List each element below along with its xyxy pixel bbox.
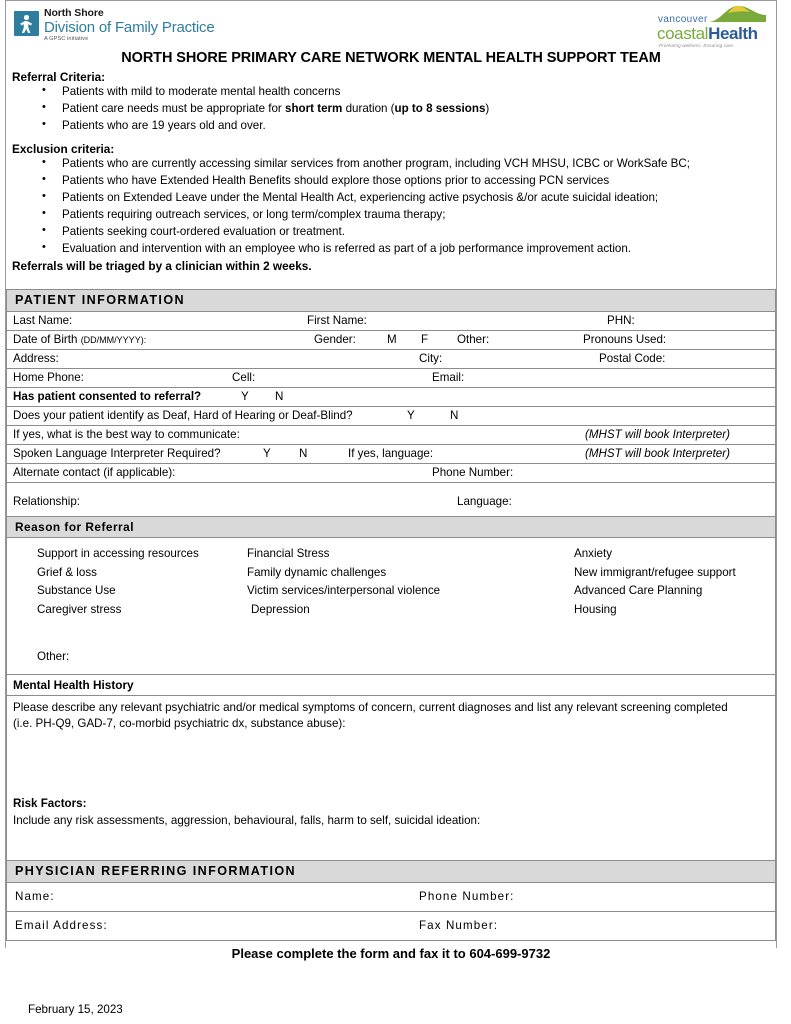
table-row [7, 538, 776, 680]
table-row [7, 331, 776, 350]
alternate-contact-label[interactable]: Alternate contact (if applicable): [13, 466, 176, 479]
table-row [7, 369, 776, 388]
reason-for-referral-table [6, 516, 776, 680]
north-shore-division-logo [14, 6, 214, 42]
list-item: • Patients requiring outreach services, or long term/complex trauma therapy; [12, 209, 768, 221]
physician-email-row [7, 912, 776, 941]
family-figure-icon [14, 11, 39, 36]
alternate-phone-label[interactable]: Phone Number: [432, 466, 514, 479]
document-header [6, 2, 776, 46]
cell-label[interactable]: Cell: [232, 371, 256, 384]
communicate-row [7, 426, 776, 445]
reason-option[interactable]: Grief & loss [37, 565, 97, 579]
table-row [7, 912, 776, 941]
logo-gpsc-text: A GPSC initiative [44, 35, 89, 42]
dob-gender-row [7, 331, 776, 350]
reason-other-label[interactable]: Other: [37, 650, 70, 663]
gender-male-option[interactable]: M [387, 333, 397, 346]
physician-referring-section-header [7, 861, 776, 883]
phn-label[interactable]: PHN: [607, 314, 635, 327]
consent-row [7, 388, 776, 407]
table-row [7, 483, 776, 517]
physician-phone-label[interactable]: Phone Number: [419, 890, 515, 903]
dob-format-text: (DD/MM/YYYY): [80, 335, 147, 345]
name-phn-row [7, 312, 776, 331]
reason-for-referral-section-header [7, 517, 776, 538]
consent-no-option[interactable]: N [275, 390, 284, 403]
table-row [7, 464, 776, 483]
reason-option[interactable]: Anxiety [574, 547, 613, 560]
logo-north-shore-text: North Shore [44, 7, 104, 19]
reason-options-cell [7, 538, 776, 680]
physician-referring-information-table [6, 860, 776, 941]
last-name-label[interactable]: Last Name: [13, 314, 73, 327]
spoken-yes-option[interactable]: Y [263, 447, 271, 460]
risk-factors-heading: Risk Factors: [13, 797, 87, 810]
gender-label[interactable]: Gender: [314, 333, 356, 346]
contact-row [7, 369, 776, 388]
address-label[interactable]: Address: [13, 352, 59, 365]
logo-coastal-health-text [656, 25, 768, 42]
table-row [7, 445, 776, 464]
deaf-no-option[interactable]: N [450, 409, 459, 422]
list-item: • Patients who have Extended Health Benefits should explore those options prior to accessing PCN services [12, 175, 768, 187]
interpreter-note: (MHST will book Interpreter) [585, 447, 730, 460]
referral-criteria-list [12, 86, 768, 132]
physician-email-label[interactable]: Email Address: [15, 919, 108, 932]
deaf-question-row [7, 407, 776, 426]
reason-option[interactable]: New immigrant/refugee support [574, 565, 736, 579]
physician-fax-label[interactable]: Fax Number: [419, 919, 499, 932]
relationship-row [7, 483, 776, 517]
section-title: PHYSICIAN REFERRING INFORMATION [7, 861, 776, 883]
logo-coastal-word: coastal [657, 24, 709, 43]
reason-option[interactable]: Caregiver stress [37, 602, 122, 616]
if-yes-language-label[interactable]: If yes, language: [348, 447, 434, 460]
gender-other-label[interactable]: Other: [457, 333, 490, 346]
list-item: • Evaluation and intervention with an employee who is referred as part of a job performance improvement action. [12, 243, 768, 255]
first-name-label[interactable]: First Name: [307, 314, 367, 327]
reason-option[interactable]: Depression [251, 602, 310, 616]
page-title: NORTH SHORE PRIMARY CARE NETWORK MENTAL HEALTH SUPPORT TEAM [121, 50, 661, 66]
city-label[interactable]: City: [419, 352, 443, 365]
table-row [7, 350, 776, 369]
document-date: February 15, 2023 [28, 1003, 123, 1016]
physician-name-row [7, 883, 776, 912]
section-title: PATIENT INFORMATION [7, 290, 776, 312]
interpreter-note: (MHST will book Interpreter) [585, 428, 730, 441]
reason-option[interactable]: Substance Use [37, 584, 116, 597]
table-row [7, 883, 776, 912]
patient-information-table [6, 289, 776, 517]
date-of-birth-label[interactable] [13, 333, 146, 346]
email-label[interactable]: Email: [432, 371, 465, 384]
reason-option[interactable]: Financial Stress [247, 547, 330, 560]
table-row [7, 426, 776, 445]
section-title: Reason for Referral [7, 517, 776, 538]
logo-vancouver-text: vancouver [658, 14, 708, 25]
pronouns-label[interactable]: Pronouns Used: [583, 333, 667, 346]
risk-factors-prompt: Include any risk assessments, aggression, behavioural, falls, harm to self, suicidal ideation: [13, 814, 481, 827]
consent-yes-option[interactable]: Y [241, 390, 249, 403]
reason-option[interactable]: Family dynamic challenges [247, 565, 387, 579]
gender-female-option[interactable]: F [421, 333, 429, 346]
list-item: • Patients who are 19 years old and over. [12, 120, 768, 132]
patient-information-section-header [7, 290, 776, 312]
home-phone-label[interactable]: Home Phone: [13, 371, 84, 384]
physician-name-label[interactable]: Name: [15, 890, 55, 903]
triage-note: Referrals will be triaged by a clinician within 2 weeks. [12, 258, 312, 273]
reason-column-2 [247, 545, 440, 619]
dob-text: Date of Birth [13, 333, 78, 346]
mental-health-history-table [6, 674, 776, 866]
list-item: • Patients who are currently accessing similar services from another program, including VCH MHSU, ICBC or WorkSafe BC; [12, 158, 768, 170]
reason-option[interactable]: Victim services/interpersonal violence [247, 584, 441, 597]
referral-criteria-heading: Referral Criteria: [12, 70, 106, 84]
mental-health-history-section-header [7, 675, 776, 696]
vancouver-coastal-health-logo [656, 4, 768, 49]
alternate-language-label[interactable]: Language: [457, 495, 512, 508]
criteria-block [12, 72, 768, 273]
table-row [7, 312, 776, 331]
list-item: • Patient care needs must be appropriate for short term duration (up to 8 sessions) [12, 103, 768, 115]
reason-option[interactable]: Advanced Care Planning [574, 584, 703, 597]
list-item: • Patients with mild to moderate mental health concerns [12, 86, 768, 98]
spoken-interpreter-label[interactable]: Spoken Language Interpreter Required? [13, 447, 221, 460]
mountain-icon [706, 4, 768, 23]
communicate-label[interactable]: If yes, what is the best way to communicate: [13, 428, 240, 441]
reason-option[interactable]: Housing [574, 602, 617, 616]
table-row [7, 696, 776, 866]
logo-health-word: Health [708, 24, 758, 43]
logo-division-text: Division of Family Practice [44, 18, 215, 36]
consent-question-label[interactable]: Has patient consented to referral? [13, 390, 202, 403]
describe-prompt: Please describe any relevant psychiatric and/or medical symptoms of concern, current diagnoses and list any relevant screening completed (i.e. PH-Q9, GAD-7, co-morbid psychiatric dx, substance abuse): [13, 701, 728, 730]
fax-instruction-note: Please complete the form and fax it to 604-699-9732 [231, 946, 551, 961]
deaf-question-label[interactable]: Does your patient identify as Deaf, Hard of Hearing or Deaf-Blind? [13, 409, 353, 422]
spoken-interpreter-row [7, 445, 776, 464]
reason-column-3 [574, 545, 736, 619]
table-row [7, 407, 776, 426]
exclusion-criteria-heading: Exclusion criteria: [12, 142, 115, 157]
list-item: • Patients on Extended Leave under the Mental Health Act, experiencing active psychosis &/or acute suicidal ideation; [12, 192, 768, 204]
address-row [7, 350, 776, 369]
reason-option[interactable]: Support in accessing resources [37, 547, 199, 560]
alternate-contact-row [7, 464, 776, 483]
postal-code-label[interactable]: Postal Code: [599, 352, 666, 365]
list-item: • Patients seeking court-ordered evaluation or treatment. [12, 226, 768, 238]
exclusion-criteria-list [12, 158, 768, 255]
mental-health-history-cell[interactable] [7, 696, 776, 866]
logo-tagline-text: Promoting wellness. Ensuring care. [659, 43, 735, 48]
reason-column-1 [37, 545, 199, 619]
deaf-yes-option[interactable]: Y [407, 409, 415, 422]
relationship-label[interactable]: Relationship: [13, 495, 81, 508]
spoken-no-option[interactable]: N [299, 447, 308, 460]
table-row [7, 388, 776, 407]
section-title: Mental Health History [7, 675, 776, 696]
